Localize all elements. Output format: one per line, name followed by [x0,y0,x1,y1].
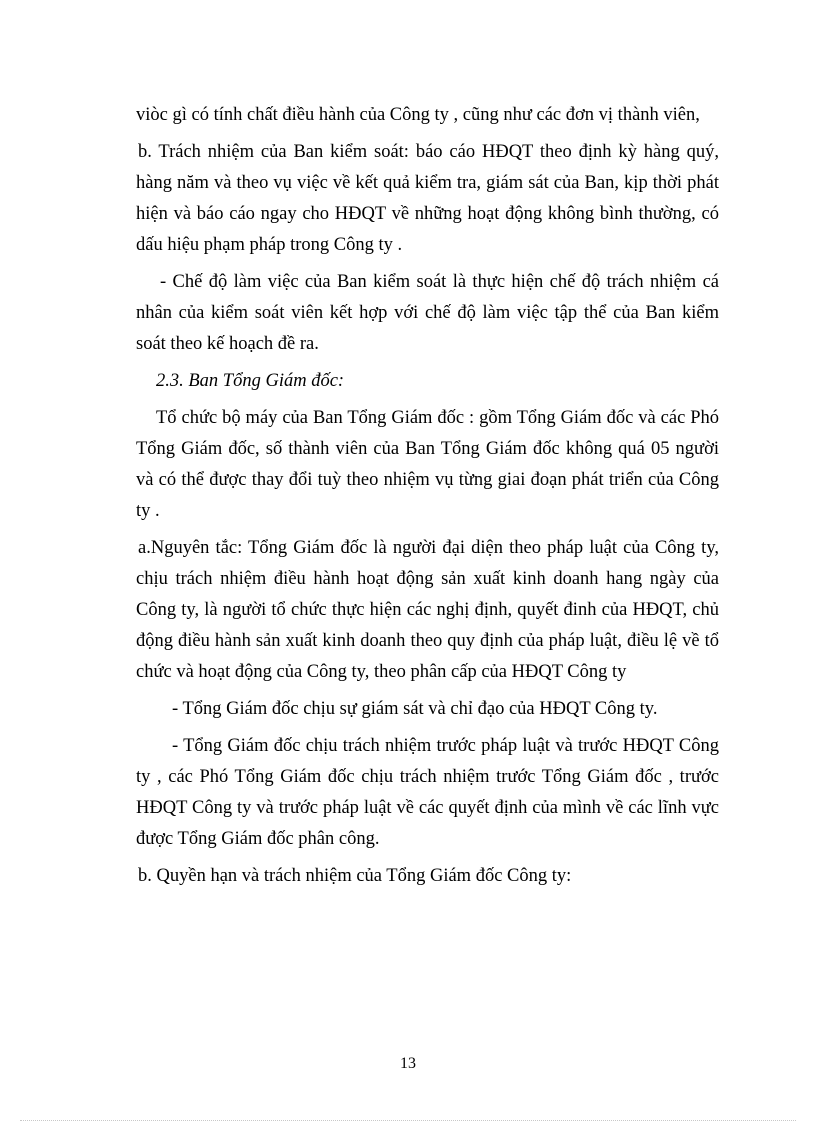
paragraph-working-regime: - Chế độ làm việc của Ban kiểm soát là thực hiện chế độ trách nhiệm cá nhân của kiểm soát viên kết hợp với chế độ làm việc tập thể của Ban kiểm soát theo kế hoạch đề ra. [136,272,719,354]
paragraph-supervisory-responsibility: b. Trách nhiệm của Ban kiểm soát: báo cáo HĐQT theo định kỳ hàng quý, hàng năm và theo vụ việc về kết quả kiểm tra, giám sát của Ban, kịp thời phát hiện và báo cáo ngay cho HĐQT về những hoạt động không bình thường, có dấu hiệu phạm pháp trong Công ty . [136,142,719,255]
paragraph-organization: Tổ chức bộ máy của Ban Tổng Giám đốc : gồm Tổng Giám đốc và các Phó Tổng Giám đốc, số thành viên của Ban Tổng Giám đốc không quá 05 người và có thể được thay đổi tuỳ theo nhiệm vụ từng giai đoạn phát triển của Công ty . [136,408,719,521]
page-bottom-divider [20,1120,796,1121]
paragraph-supervision: - Tổng Giám đốc chịu sự giám sát và chỉ đạo của HĐQT Công ty. [172,699,658,719]
paragraph-powers-heading: b. Quyền hạn và trách nhiệm của Tổng Giám đốc Công ty: [138,866,572,886]
paragraph-continuation: viòc gì có tính chất điều hành của Công ty , cũng như các đơn vị thành viên, [136,105,700,125]
paragraph-accountability: - Tổng Giám đốc chịu trách nhiệm trước pháp luật và trước HĐQT Công ty , các Phó Tổng Giám đốc chịu trách nhiệm trước Tổng Giám đốc , trước HĐQT Công ty và trước pháp luật về các quyết định của mình về các lĩnh vực được Tổng Giám đốc phân công. [136,736,719,849]
section-heading-general-director: 2.3. Ban Tổng Giám đốc: [156,371,345,391]
page-number: 13 [400,1055,416,1072]
paragraph-principles: a.Nguyên tắc: Tổng Giám đốc là người đại diện theo pháp luật của Công ty, chịu trách nhiệm điều hành hoạt động sản xuất kinh doanh hang ngày của Công ty, là người tổ chức thực hiện các nghị định, quyết đinh của HĐQT, chủ động điều hành sản xuất kinh doanh theo quy định của pháp luật, điều lệ về tổ chức và hoạt động của Công ty, theo phân cấp của HĐQT Công ty [136,538,719,682]
document-body [136,100,719,898]
